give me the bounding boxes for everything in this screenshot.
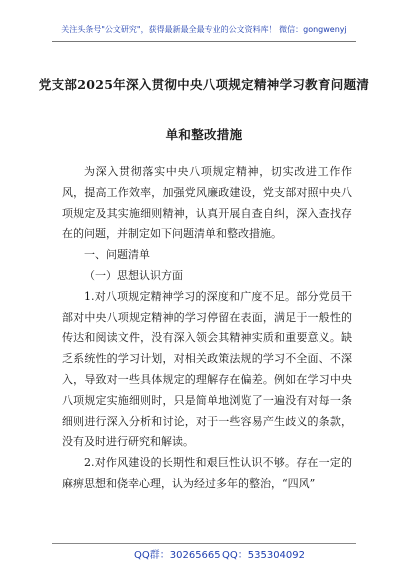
- subsection-heading: （一）思想认识方面: [84, 268, 183, 282]
- footer-qq-contact: QQ：535304092: [222, 550, 306, 561]
- header-promo-note: 关注头条号"公文研究"，获得最新最全最专业的公文资料库！ 微信：gongwenyj: [61, 25, 347, 34]
- document-title-line-1: 党支部2025年深入贯彻中央八项规定精神学习教育问题清: [38, 77, 370, 92]
- document-title-line-2: 单和整改措施: [165, 127, 243, 142]
- issue-paragraph-2: 2.对作风建设的长期性和艰巨性认识不够。存在一定的麻痹思想和侥幸心理，认为经过多年的整治，“四风”: [62, 456, 352, 490]
- intro-paragraph: 为深入贯彻落实中央八项规定精神，切实改进工作作风，提高工作效率，加强党风廉政建设，党支部对照中央八项规定及其实施细则精神，认真开展自查自纠，深入查找存在的问题，并制定如下问题清单和整改措施。: [62, 165, 352, 241]
- footer-qq-group: QQ群：30265665: [134, 550, 221, 561]
- document-body: [62, 162, 352, 495]
- footer-divider: [52, 543, 356, 544]
- header-divider: [52, 41, 356, 42]
- issue-paragraph-1: 1.对八项规定精神学习的深度和广度不足。部分党员干部对中央八项规定精神的学习停留在表面，满足于一般性的传达和阅读文件，没有深入领会其精神实质和重要意义。缺乏系统性的学习计划，对相关政策法规的学习不全面、不深入，导致对一些具体规定的理解存在偏差。例如在学习中央八项规定实施细则时，只是简单地浏览了一遍没有对每一条细则进行深入分析和讨论，对于一些容易产生歧义的条款，没有及时进行研究和解读。: [62, 289, 352, 449]
- section-heading: 一、问题清单: [84, 248, 150, 262]
